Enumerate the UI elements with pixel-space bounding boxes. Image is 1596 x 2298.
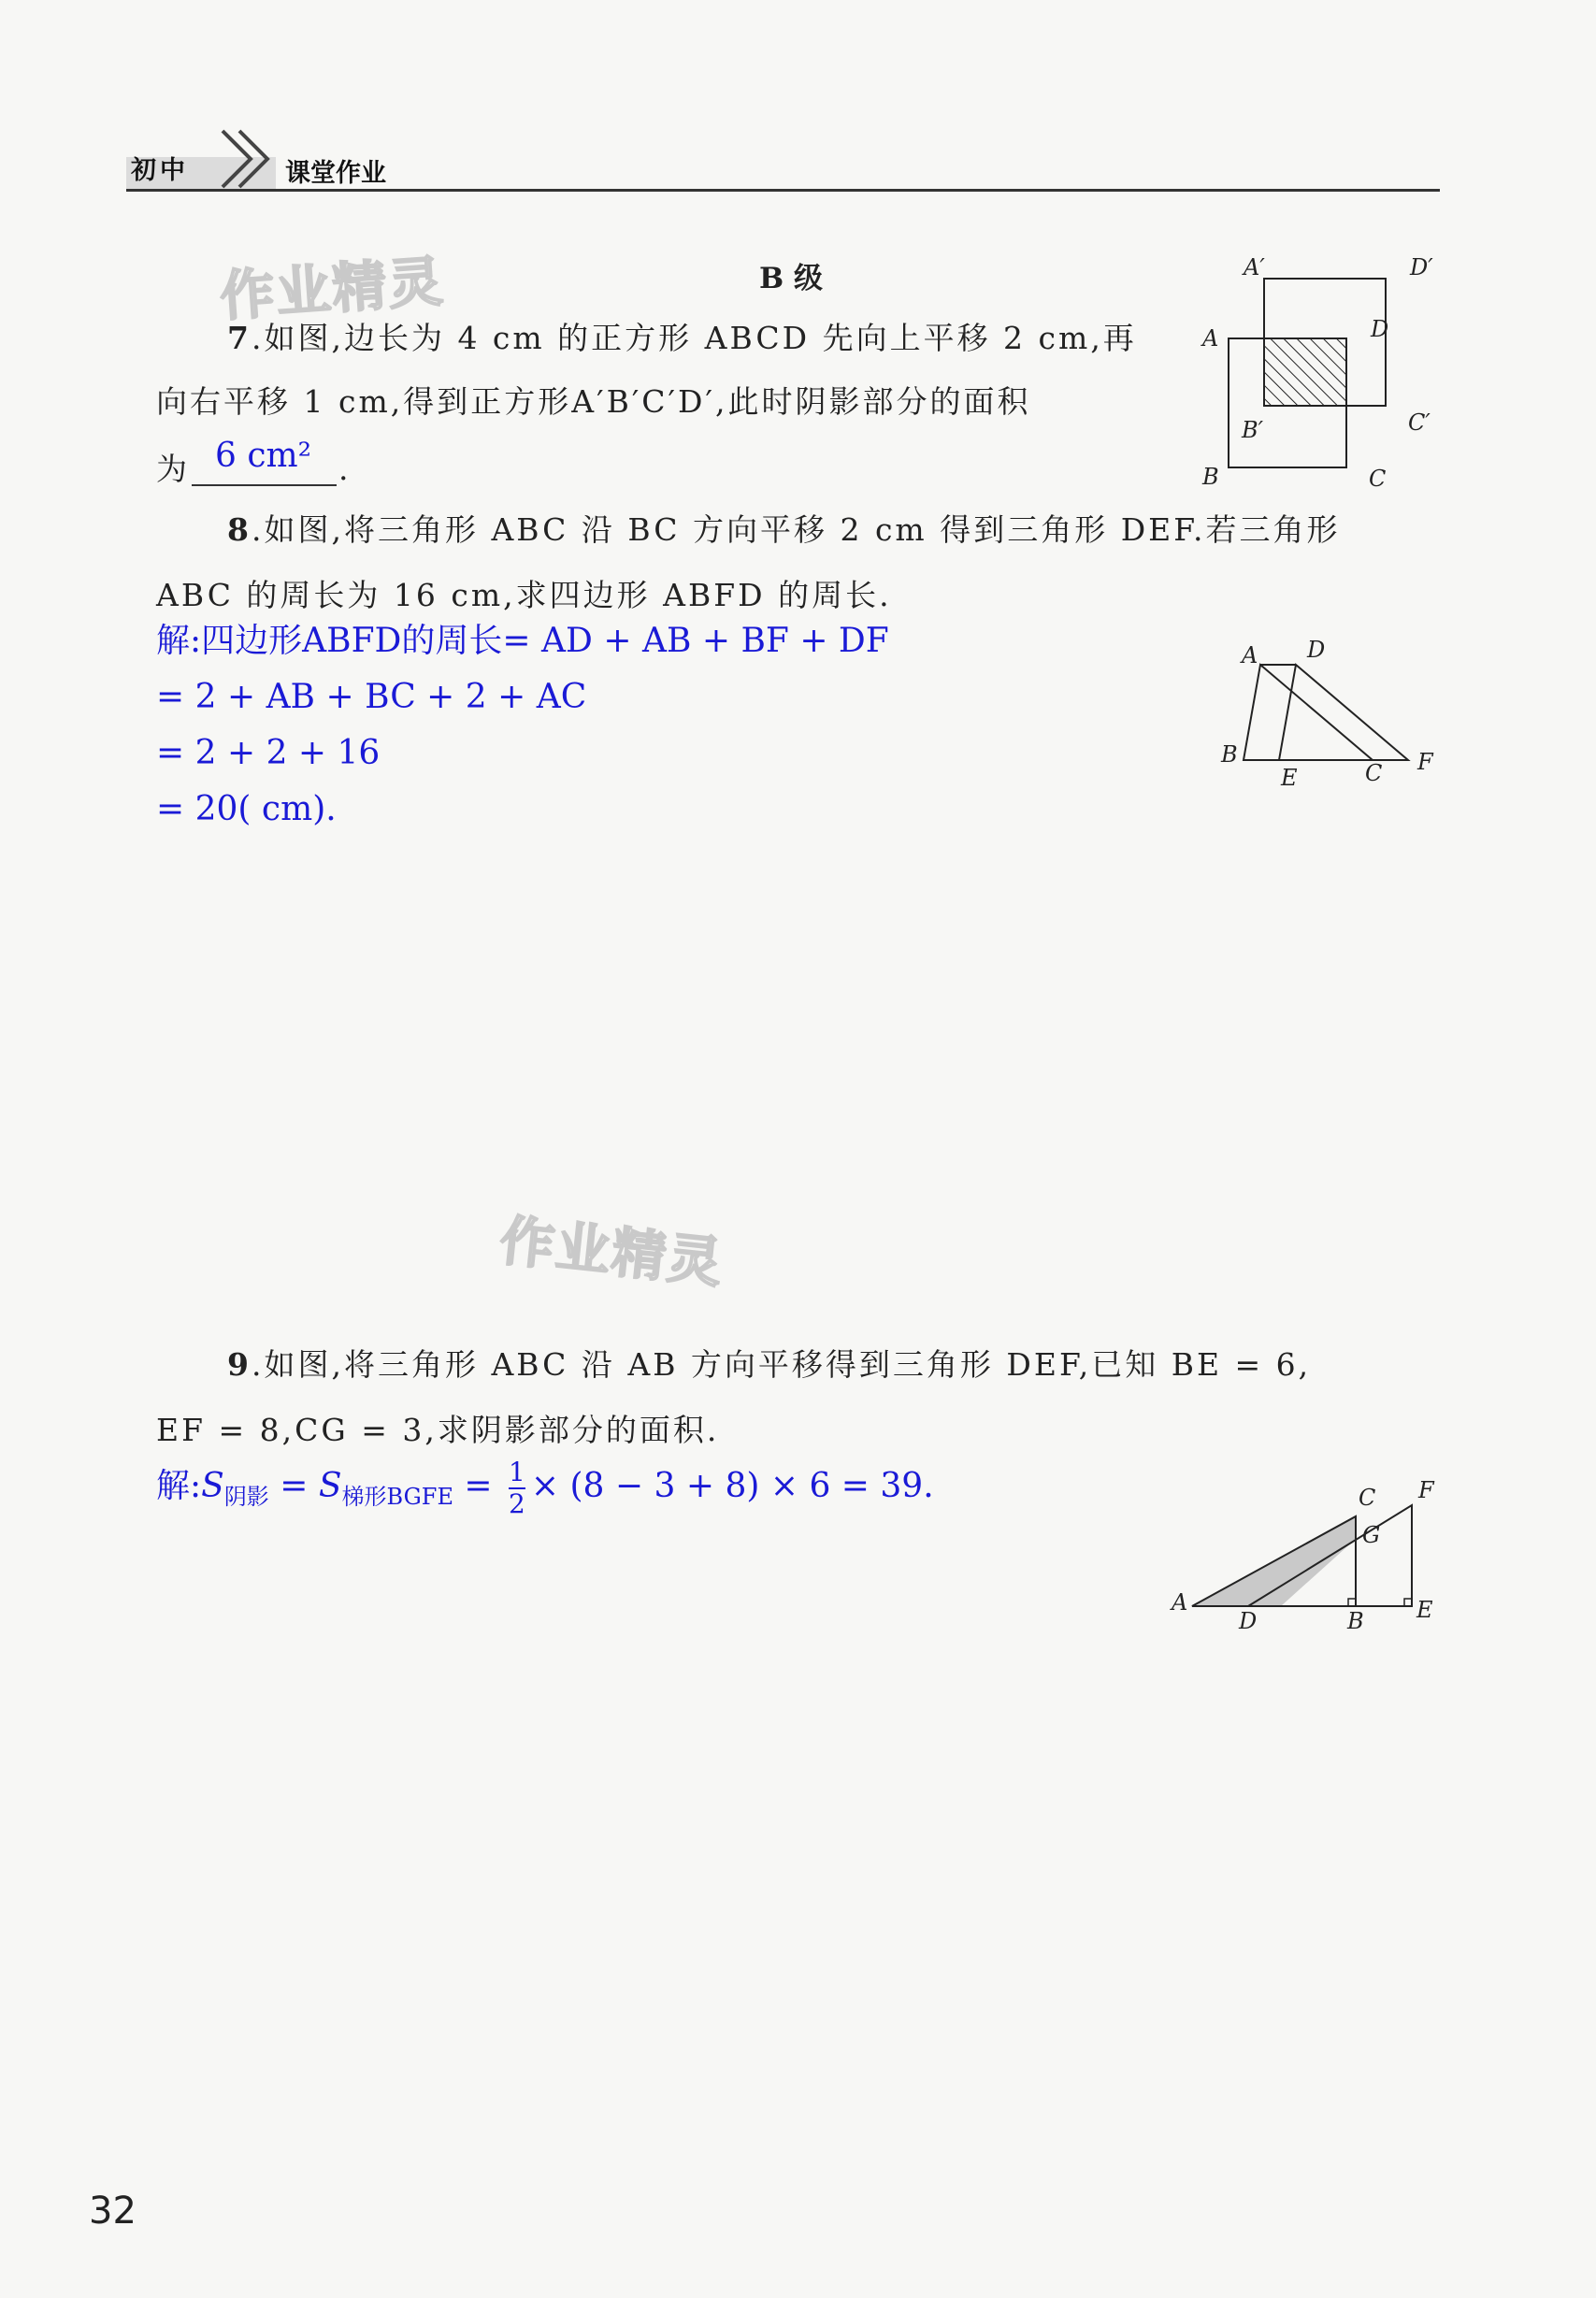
label-a: A xyxy=(1172,1589,1188,1616)
fraction-numerator: 1 xyxy=(509,1457,525,1487)
label-f: F xyxy=(1417,749,1433,775)
area-symbol: S xyxy=(318,1467,342,1505)
figure-triangle-translation xyxy=(1215,631,1459,795)
solution-line: = 20( cm). xyxy=(156,790,337,828)
label-a-prime: A′ xyxy=(1244,254,1265,280)
fraction-denominator: 2 xyxy=(509,1488,525,1519)
label-c-prime: C′ xyxy=(1408,409,1431,436)
label-d: D xyxy=(1307,637,1326,663)
solution-prefix: 解: xyxy=(156,1467,202,1505)
solution-rest: × (8 − 3 + 8) × 6 = 39. xyxy=(530,1467,934,1505)
label-b: B xyxy=(1221,741,1238,768)
question-number: 9 xyxy=(227,1346,252,1383)
chevron-right-icon xyxy=(213,122,279,196)
equals-sign: = xyxy=(268,1467,319,1505)
question-8-line-2: ABC 的周长为 16 cm,求四边形 ABFD 的周长. xyxy=(156,577,892,613)
label-c: C xyxy=(1365,760,1383,786)
label-d-prime: D′ xyxy=(1410,254,1433,280)
label-b: B xyxy=(1347,1608,1364,1634)
watermark: 作业精灵 xyxy=(496,1208,727,1296)
question-9-solution xyxy=(156,1458,934,1525)
label-a: A xyxy=(1242,642,1258,668)
section-label: B 级 xyxy=(759,262,823,295)
question-7-line-3-end: . xyxy=(338,451,352,487)
figure-right-triangle-translation xyxy=(1164,1468,1454,1641)
label-f: F xyxy=(1418,1477,1434,1503)
label-b: B xyxy=(1202,464,1219,490)
label-g: G xyxy=(1362,1522,1381,1548)
label-b-prime: B′ xyxy=(1242,417,1264,443)
equals-sign: = xyxy=(453,1467,504,1505)
question-text: .如图,将三角形 ABC 沿 BC 方向平移 2 cm 得到三角形 DEF.若三角形 xyxy=(251,511,1341,548)
question-7-line-1 xyxy=(227,320,1137,356)
header-badge: 初中 xyxy=(131,156,189,185)
solution-line: = 2 + AB + BC + 2 + AC xyxy=(156,678,587,716)
solution-line: = 2 + 2 + 16 xyxy=(156,734,381,772)
label-e: E xyxy=(1416,1597,1433,1623)
question-7-answer: 6 cm² xyxy=(215,437,312,475)
question-number: 8 xyxy=(227,511,252,548)
label-c: C xyxy=(1369,466,1387,492)
question-7-line-2: 向右平移 1 cm,得到正方形A′B′C′D′,此时阴影部分的面积 xyxy=(156,383,1031,420)
area-symbol: S xyxy=(201,1467,224,1505)
question-text: .如图,边长为 4 cm 的正方形 ABCD 先向上平移 2 cm,再 xyxy=(251,320,1137,356)
area-subscript: 阴影 xyxy=(223,1484,269,1511)
label-e: E xyxy=(1281,765,1298,791)
label-d: D xyxy=(1239,1608,1258,1634)
header-divider xyxy=(126,189,1440,192)
question-9-line-2: EF = 8,CG = 3,求阴影部分的面积. xyxy=(156,1412,720,1448)
answer-blank-line xyxy=(192,484,337,486)
solution-line: 解:四边形ABFD的周长= AD + AB + BF + DF xyxy=(156,622,889,660)
figure-square-translation xyxy=(1197,252,1449,496)
watermark: 作业精灵 xyxy=(218,249,447,329)
question-9-line-1 xyxy=(227,1346,1312,1383)
label-c: C xyxy=(1359,1485,1376,1511)
label-a: A xyxy=(1202,325,1219,352)
label-d: D xyxy=(1371,316,1389,342)
area-subscript: 梯形BGFE xyxy=(341,1484,453,1511)
page-number: 32 xyxy=(89,2190,137,2233)
question-7-line-3: 为 xyxy=(156,451,190,487)
question-8-line-1 xyxy=(227,511,1341,548)
fraction xyxy=(509,1459,525,1517)
header-title: 课堂作业 xyxy=(285,159,386,188)
question-number: 7 xyxy=(227,320,252,356)
question-text: .如图,将三角形 ABC 沿 AB 方向平移得到三角形 DEF,已知 BE = 6, xyxy=(251,1346,1312,1383)
